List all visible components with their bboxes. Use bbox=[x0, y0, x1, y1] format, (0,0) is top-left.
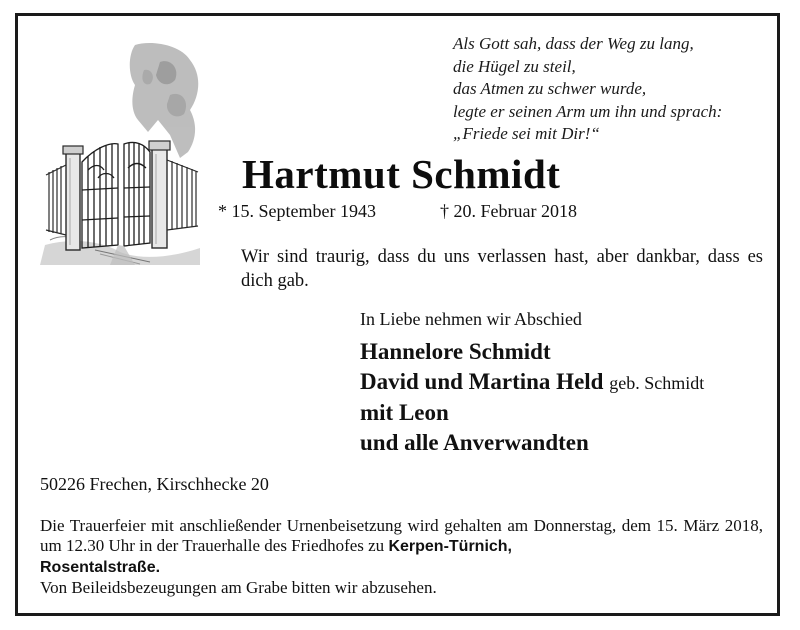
deceased-name: Hartmut Schmidt bbox=[242, 151, 561, 197]
service-text: Die Trauerfeier mit anschließender Urnenbeisetzung wird gehalten am Donnerstag, dem 15. März 2018, um 12.30 Uhr in der Trauerhalle des Friedhofes zu bbox=[40, 516, 763, 555]
family-list bbox=[360, 337, 704, 458]
maiden-name-note: geb. Schmidt bbox=[609, 373, 705, 393]
left-gate-leaf bbox=[82, 144, 118, 248]
birth-date: * 15. September 1943 bbox=[218, 201, 376, 221]
right-fence bbox=[167, 160, 198, 230]
family-address: 50226 Frechen, Kirschhecke 20 bbox=[40, 474, 269, 494]
farewell-line: In Liebe nehmen wir Abschied bbox=[360, 309, 582, 329]
poem-line: legte er seinen Arm um ihn und sprach: bbox=[453, 101, 723, 121]
family-member: Hannelore Schmidt bbox=[360, 339, 551, 364]
life-dates bbox=[218, 201, 577, 222]
family-member: mit Leon bbox=[360, 400, 449, 425]
family-member-name: David und Martina Held bbox=[360, 369, 604, 394]
poem-line: die Hügel zu steil, bbox=[453, 56, 576, 76]
service-street: Rosentalstraße. bbox=[40, 559, 161, 576]
poem-line: das Atmen zu schwer wurde, bbox=[453, 79, 647, 98]
family-member: und alle Anverwandten bbox=[360, 430, 589, 455]
mourning-message: Wir sind traurig, dass du uns verlassen hast, aber dankbar, dass es dich gab. bbox=[241, 247, 763, 291]
poem-line: „Friede sei mit Dir!“ bbox=[453, 124, 600, 143]
left-fence bbox=[46, 165, 66, 235]
right-pillar bbox=[149, 141, 170, 248]
poem bbox=[453, 33, 783, 146]
service-place: Kerpen-Türnich, bbox=[388, 538, 512, 555]
right-gate-leaf bbox=[124, 142, 150, 246]
poem-line: Als Gott sah, dass der Weg zu lang, bbox=[453, 34, 694, 53]
family-member bbox=[360, 367, 704, 398]
death-date: † 20. Februar 2018 bbox=[440, 201, 577, 221]
service-notice bbox=[40, 516, 763, 598]
garden-gate-icon bbox=[40, 40, 205, 265]
condolence-note: Von Beileidsbezeugungen am Grabe bitten wir abzusehen. bbox=[40, 578, 437, 597]
